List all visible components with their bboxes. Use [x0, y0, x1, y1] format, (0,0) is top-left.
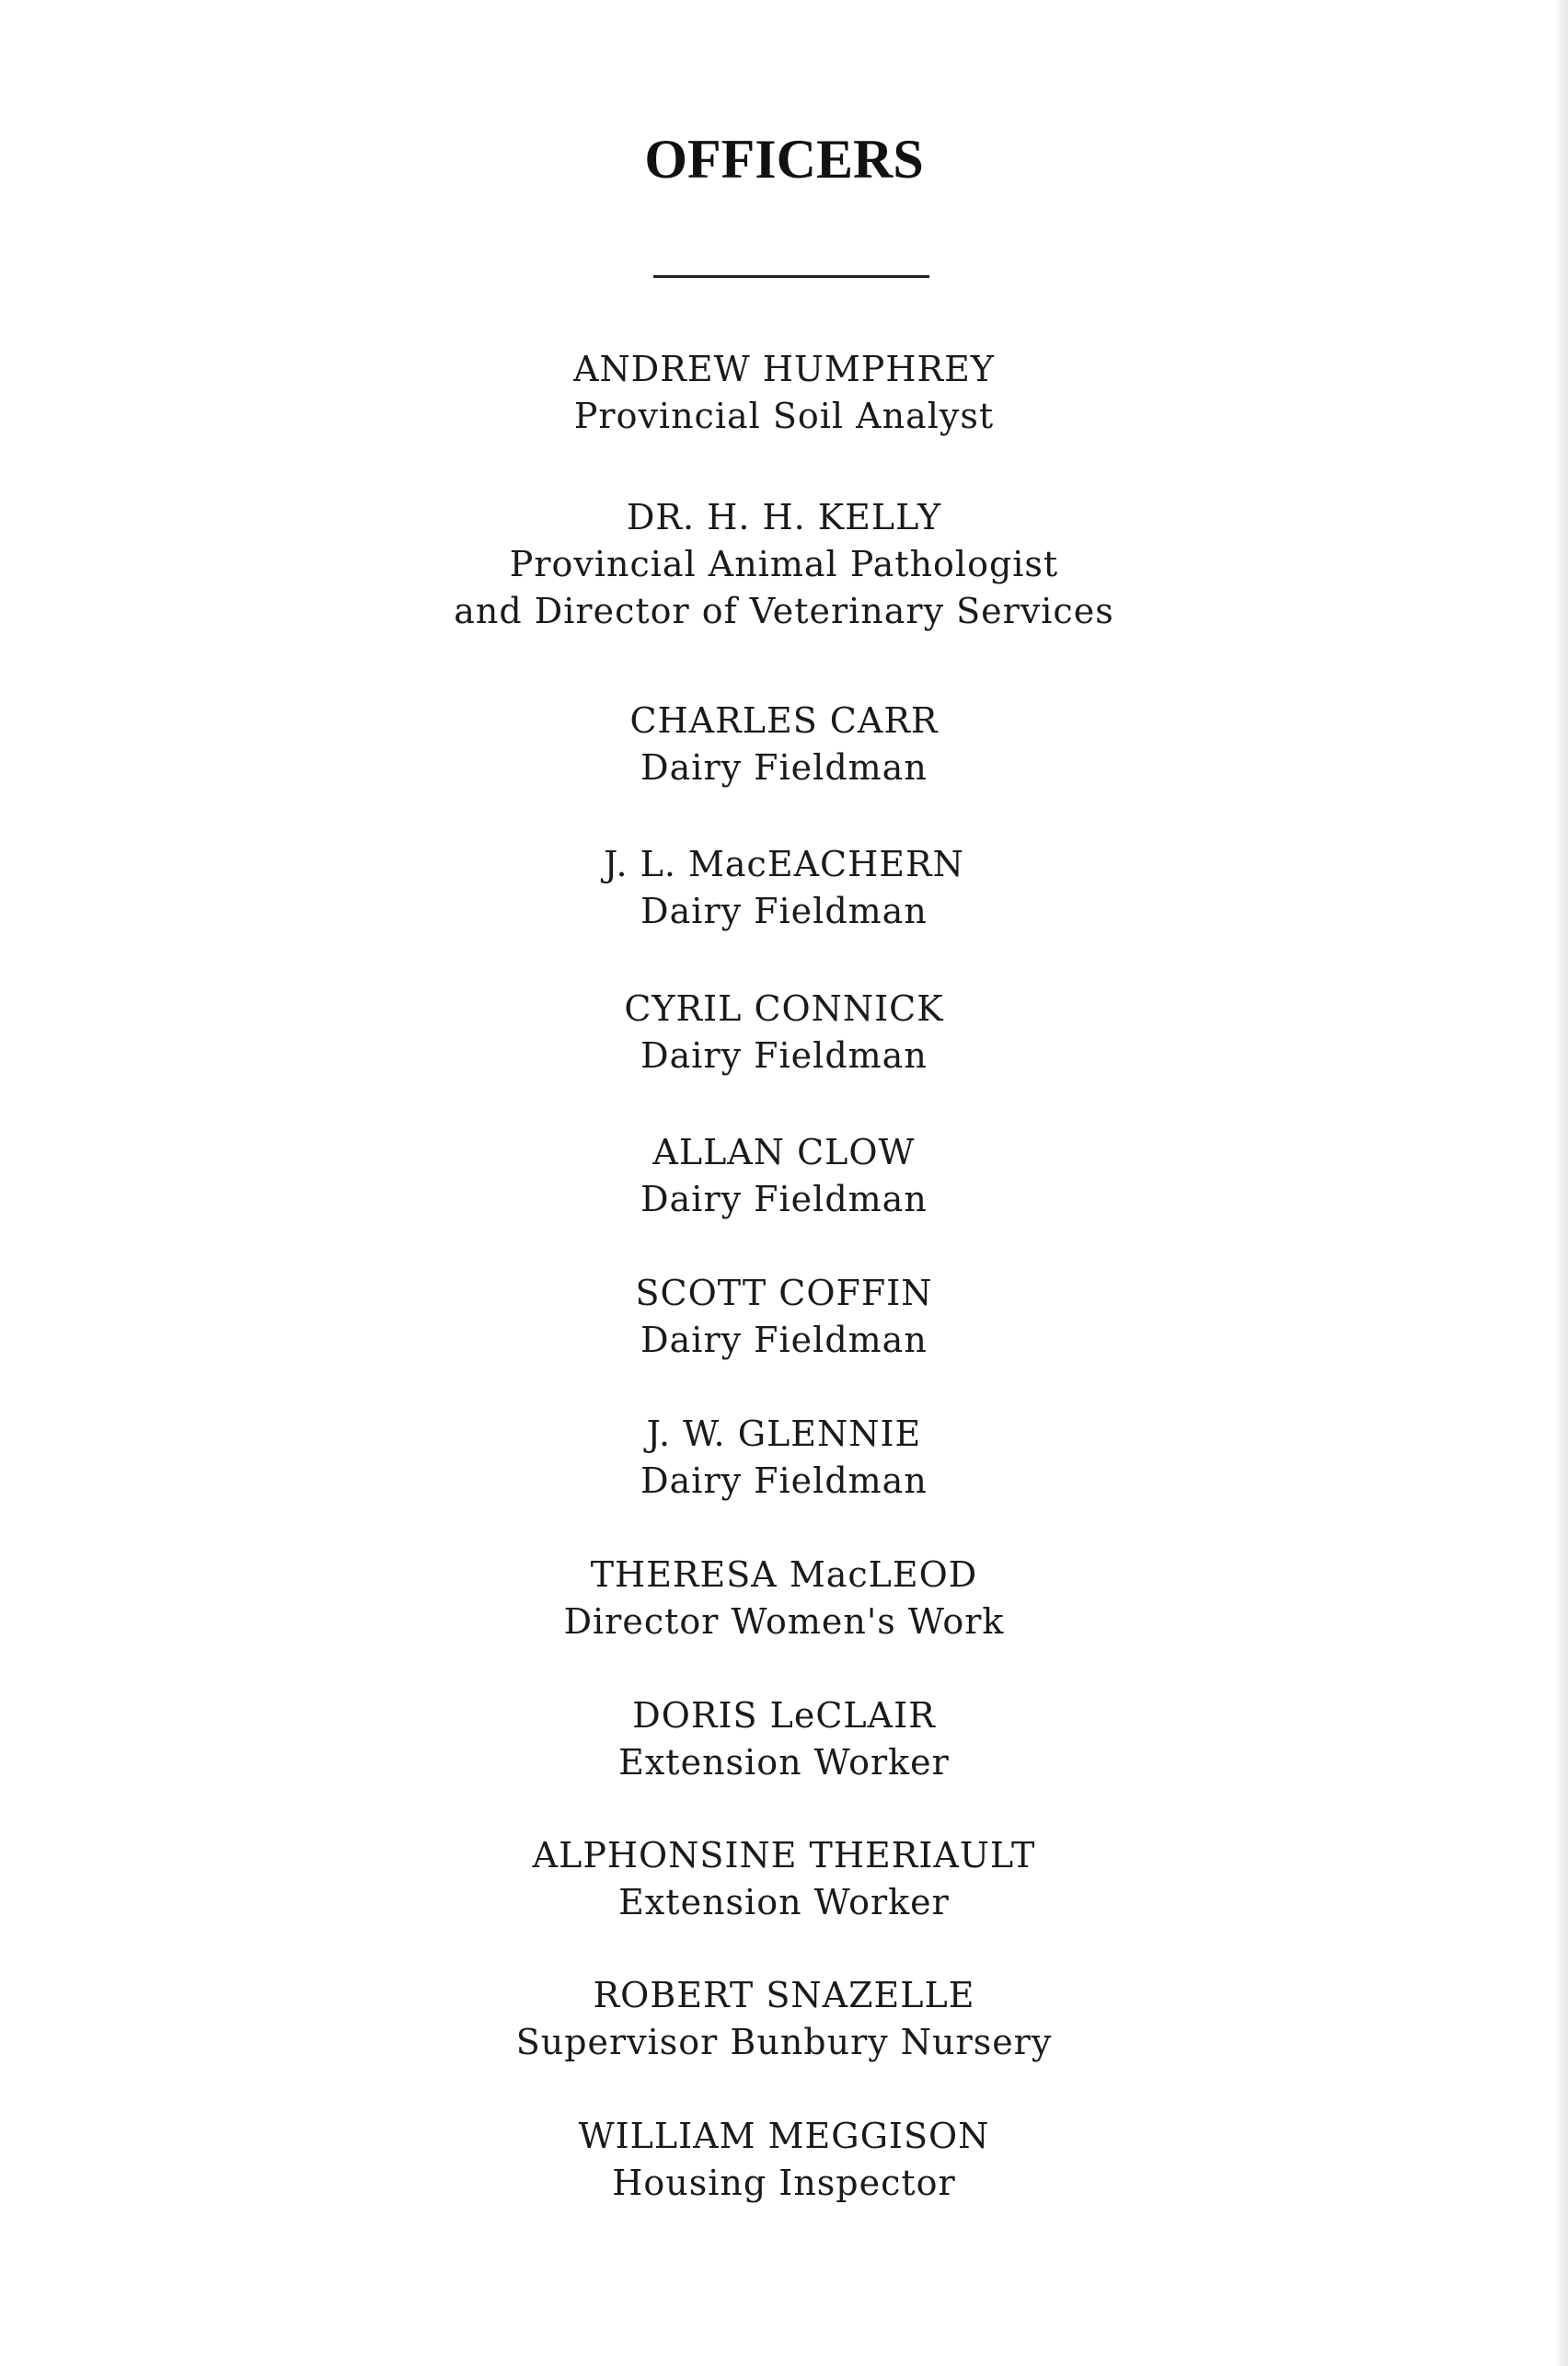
officer-name: J. W. GLENNIE — [646, 1414, 922, 1454]
officer-title: Dairy Fieldman — [640, 1035, 928, 1076]
officer-title: Provincial Animal Pathologist — [509, 544, 1059, 584]
officer-name: CHARLES CARR — [629, 700, 939, 741]
officer-entry — [276, 1832, 1292, 1926]
officer-name: CYRIL CONNICK — [624, 988, 944, 1029]
officer-entry — [276, 986, 1292, 1079]
officer-entry — [276, 1972, 1292, 2066]
officer-name: ALLAN CLOW — [652, 1132, 916, 1172]
officer-entry — [276, 2113, 1292, 2207]
officer-title: Director Women's Work — [563, 1601, 1005, 1642]
officer-name: WILLIAM MEGGISON — [578, 2116, 990, 2156]
officer-title: Extension Worker — [618, 1882, 950, 1922]
officer-entry — [276, 698, 1292, 791]
officer-title: Dairy Fieldman — [640, 1320, 928, 1360]
officer-entry — [276, 1552, 1292, 1645]
officer-title: Supervisor Bunbury Nursery — [515, 2022, 1053, 2062]
officer-title: Provincial Soil Analyst — [573, 396, 995, 436]
officer-title: Extension Worker — [618, 1742, 950, 1783]
officer-name: DR. H. H. KELLY — [626, 497, 942, 537]
officer-entry — [276, 494, 1292, 635]
officer-title-continued: and Director of Veterinary Services — [454, 591, 1114, 631]
officer-entry — [276, 1270, 1292, 1364]
officer-entry — [276, 1129, 1292, 1223]
page-edge-shadow — [1555, 0, 1568, 2366]
officer-name: SCOTT COFFIN — [635, 1273, 933, 1313]
officer-entry — [276, 841, 1292, 935]
officer-name: ROBERT SNAZELLE — [593, 1975, 975, 2015]
officer-name: THERESA MacLEOD — [590, 1554, 978, 1595]
page-title: OFFICERS — [644, 129, 924, 190]
officer-name: ALPHONSINE THERIAULT — [532, 1835, 1036, 1875]
officer-title: Housing Inspector — [612, 2163, 956, 2203]
officer-name: DORIS LeCLAIR — [632, 1695, 936, 1736]
officer-title: Dairy Fieldman — [640, 747, 928, 788]
title-divider — [653, 275, 929, 278]
officer-name: J. L. MacEACHERN — [604, 844, 964, 884]
officer-title: Dairy Fieldman — [640, 1179, 928, 1219]
officer-name: ANDREW HUMPHREY — [573, 349, 995, 389]
officer-entry — [276, 1692, 1292, 1786]
officer-title: Dairy Fieldman — [640, 1460, 928, 1501]
officer-entry — [276, 346, 1292, 440]
officer-entry — [276, 1411, 1292, 1505]
officer-title: Dairy Fieldman — [640, 891, 928, 931]
